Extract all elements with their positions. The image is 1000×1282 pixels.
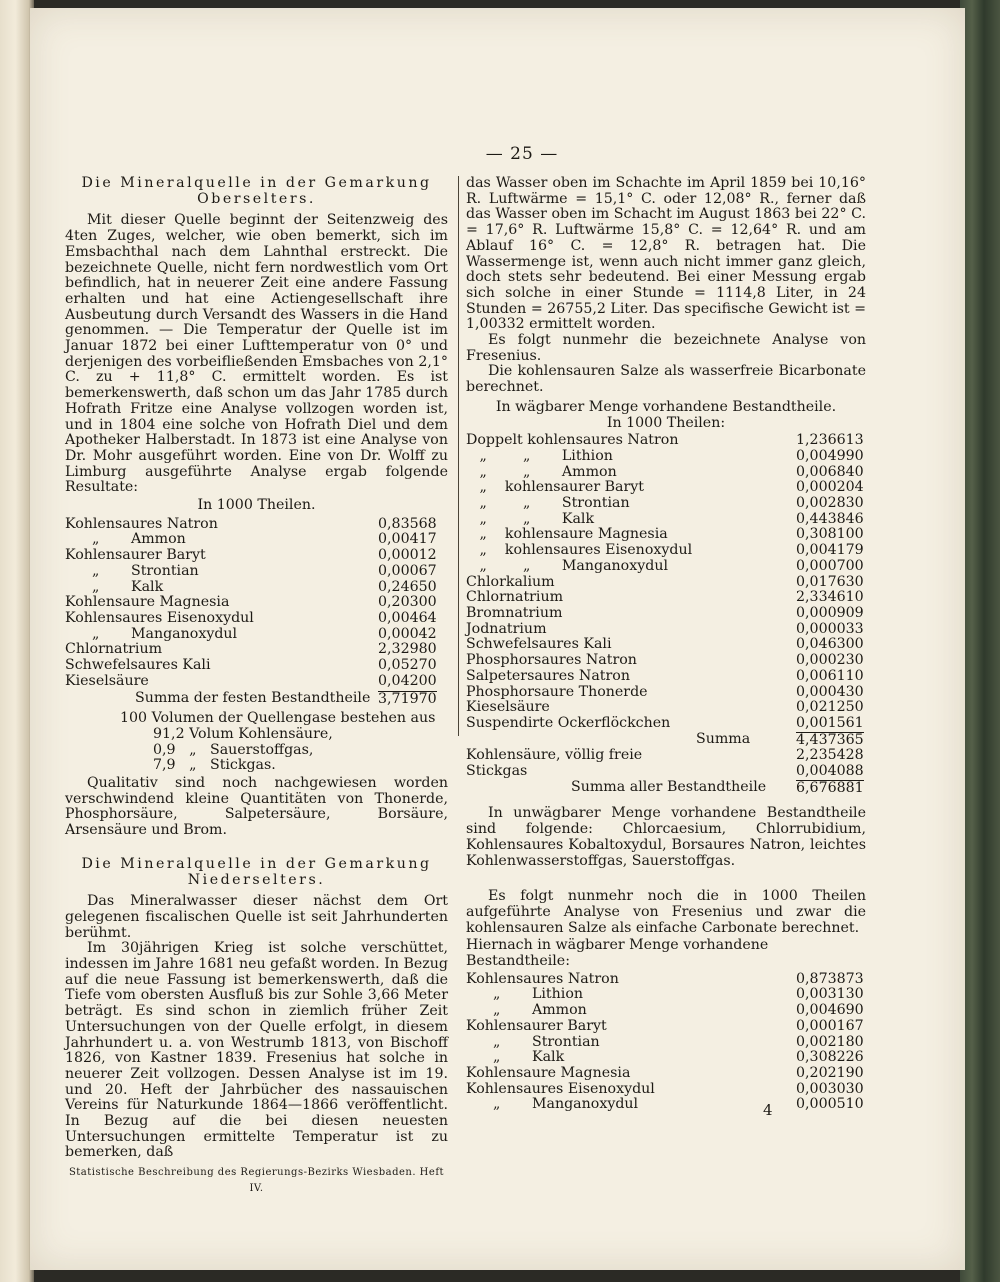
- book-binding-right: [960, 0, 1000, 1282]
- signature-mark: 4: [763, 1101, 773, 1119]
- row-value: 0,000430: [796, 683, 864, 700]
- row-label: Stickgas: [466, 763, 528, 780]
- row-label: „ „ Manganoxydul: [466, 557, 668, 574]
- summa-label: Summa der festen Bestandtheile: [135, 689, 371, 706]
- table-row: [65, 611, 448, 627]
- row-label: Kohlensaures Natron: [65, 515, 218, 532]
- row-label: „ Kalk: [466, 1049, 565, 1066]
- row-label: Kohlensaures Eisenoxydul: [466, 1080, 655, 1097]
- gas-item: 7,9 „ Stickgas.: [153, 757, 276, 774]
- row-label: Kohlensaure Magnesia: [65, 594, 230, 611]
- paragraph: Qualitativ sind noch nachgewiesen worden verschwindend kleine Quantitäten von Thonerde, Phosphorsäure, Salpetersäure, Borsäure, Arsensäure und Brom.: [65, 775, 448, 839]
- row-label: Phosphorsaure Thonerde: [466, 683, 648, 700]
- paragraph: Im 30jährigen Krieg ist solche verschüttet, indessen im Jahre 1681 neu gefaßt worden. In Bezug auf die neue Fassung ist bemerkenswerth, daß die Tiefe vom obersten Ausfluß bis zur Sohle 3,66 Meter beträgt. Es sind schon in ziemlich früher Zeit Untersuchungen von der Quelle erfolgt, in diesem Jahrhundert u. a. von Westrumb 1813, von Bischoff 1826, von Kastner 1839. Fresenius hat solche in neuerer Zeit vollzogen. Dessen Analyse ist im 19. und 20. Heft der Jahrbücher des nassauischen Vereins für Naturkunde 1864—1866 veröffentlicht. In Bezug auf die bei diesen neuesten Untersuchungen ermittelte Temperatur ist zu bemerken, daß: [65, 940, 448, 1161]
- row-label: „ „ Lithion: [466, 447, 613, 464]
- section-heading-oberselters: Die Mineralquelle in der Gemarkung Oberselters.: [81, 175, 432, 207]
- table-row: [466, 1097, 866, 1113]
- left-column: [65, 176, 448, 1207]
- row-value: 0,308226: [796, 1049, 864, 1066]
- table-row: [466, 590, 866, 606]
- row-value: 0,308100: [796, 526, 864, 543]
- table-row: [466, 764, 866, 780]
- section-heading-niederselters: Die Mineralquelle in der Gemarkung Niederselters.: [81, 855, 432, 888]
- gas-item: 0,9 „ Sauerstoffgas,: [153, 741, 314, 758]
- row-label: „ kohlensaurer Baryt: [466, 479, 644, 496]
- gas-intro: 100 Volumen der Quellengase bestehen aus: [120, 710, 436, 727]
- row-value: 0,000230: [796, 652, 864, 669]
- table-row: [466, 543, 866, 559]
- table-row: [65, 595, 448, 611]
- row-value: 2,235428: [796, 747, 864, 764]
- summa-label: Summa aller Bestandtheile: [571, 778, 767, 795]
- row-value: 0,046300: [796, 636, 864, 653]
- row-label: „ Ammon: [466, 1002, 587, 1019]
- paragraph: das Wasser oben im Schachte im April 1859 bei 10,16° R. Luftwärme = 15,1° C. oder 12,08° R., ferner daß das Wasser oben im Schacht im August 1863 bei 22° C. = 17,6° R. Luftwärme 15,8° C. = 12,64° R. und am Ablauf 16° C. = 12,8° R. betragen hat. Die Wassermenge ist, wenn auch nicht immer ganz gleich, doch stets sehr bedeutend. Bei einer Messung ergab sich solche in einer Stunde = 1114,8 Liter, in 24 Stunden = 26755,2 Liter. Das specifische Gewicht ist = 1,00332 ermittelt worden.: [466, 175, 866, 333]
- row-value: 0,004690: [796, 1002, 864, 1019]
- gas-item: 91,2 Volum Kohlensäure,: [153, 725, 333, 742]
- row-label: „ „ Ammon: [466, 463, 617, 480]
- row-value: 0,24650: [378, 578, 437, 595]
- summa-row: [65, 691, 448, 708]
- row-label: Schwefelsaures Kali: [466, 636, 612, 653]
- row-label: „ kohlensaure Magnesia: [466, 526, 668, 543]
- table-row: [65, 674, 448, 690]
- table-row: [466, 685, 866, 701]
- row-label: „ kohlensaures Eisenoxydul: [466, 542, 693, 559]
- table-row: [466, 669, 866, 685]
- row-value: 0,443846: [796, 510, 864, 527]
- paragraph: Mit dieser Quelle beginnt der Seitenzweig des 4ten Zuges, welcher, wie oben bemerkt, sich im Emsbachthal nach dem Lahnthal erstreckt. Die bezeichnete Quelle, nicht fern nordwestlich vom Ort befindlich, hat in neuerer Zeit eine andere Fassung erhalten und hat eine Actiengesellschaft ihre Ausbeutung durch Versandt des Wassers in die Hand genommen. — Die Temperatur der Quelle ist im Januar 1872 bei einer Lufttemperatur von 0° und derjenigen des vorbeifließenden Emsbaches von 2,1° C. zu + 11,8° C. ermittelt worden. Es ist bemerkenswerth, daß schon um das Jahr 1785 durch Hofrath Fritze eine Analyse vollzogen worden ist, und in 1804 eine solche von Hofrath Diel und dem Apotheker Halberstadt. In 1873 ist eine Analyse von Dr. Mohr ausgeführt worden. Eine von Dr. Wolff zu Limburg ausgeführte Analyse ergab folgende Resultate:: [65, 212, 448, 496]
- row-value: 0,04200: [378, 672, 437, 689]
- row-label: „ „ Kalk: [466, 510, 595, 527]
- row-value: 0,000033: [796, 620, 864, 637]
- table-row: [65, 548, 448, 564]
- book-binding-left: [0, 0, 34, 1282]
- analysis-table-carbonate: [466, 972, 866, 1113]
- table-row: [466, 653, 866, 669]
- table-row: [466, 512, 866, 528]
- row-label: „ Kalk: [65, 578, 164, 595]
- row-value: 0,05270: [378, 657, 437, 674]
- analysis-table-oberselters: [65, 517, 448, 690]
- table-row: [466, 606, 866, 622]
- row-label: Phosphorsaures Natron: [466, 652, 637, 669]
- table-row: [65, 627, 448, 643]
- row-value: 0,003030: [796, 1080, 864, 1097]
- row-value: 0,004088: [796, 763, 864, 780]
- row-label: Salpetersaures Natron: [466, 667, 630, 684]
- table-row: [466, 987, 866, 1003]
- row-label: Doppelt kohlensaures Natron: [466, 432, 679, 449]
- row-label: Kieselsäure: [466, 699, 550, 716]
- row-label: Kohlensaurer Baryt: [466, 1017, 607, 1034]
- row-label: Bromnatrium: [466, 604, 563, 621]
- table-row: [466, 972, 866, 988]
- row-value: 0,000167: [796, 1017, 864, 1034]
- table-row: [466, 716, 866, 732]
- table-row: [466, 1066, 866, 1082]
- table-row: [466, 1035, 866, 1051]
- summa-value: 3,71970: [378, 690, 437, 707]
- table-row: [65, 532, 448, 548]
- row-value: 2,334610: [796, 589, 864, 606]
- row-label: Kieselsäure: [65, 672, 149, 689]
- paragraph: Das Mineralwasser dieser nächst dem Ort gelegenen fiscalischen Quelle ist seit Jahrhunderten berühmt.: [65, 893, 448, 941]
- table-row: [466, 527, 866, 543]
- paragraph: Es folgt nunmehr noch die in 1000 Theilen aufgeführte Analyse von Fresenius und zwar die kohlensauren Salze als einfache Carbonate berechnet.: [466, 888, 866, 936]
- row-value: 0,006110: [796, 667, 864, 684]
- row-label: „ Strontian: [466, 1033, 600, 1050]
- row-label: „ Manganoxydul: [65, 625, 238, 642]
- paragraph: In unwägbarer Menge vorhandene Bestandtheile sind folgende: Chlorcaesium, Chlorrubidium, Kohlensaures Kobaltoxydul, Borsaures Natron, leichtes Kohlenwasserstoffgas, Sauerstoffgas.: [466, 805, 866, 869]
- table-subtitle: In 1000 Theilen:: [606, 414, 726, 431]
- table-row: [466, 575, 866, 591]
- table-row: [65, 642, 448, 658]
- row-label: „ Manganoxydul: [466, 1096, 639, 1113]
- row-label: Jodnatrium: [466, 620, 547, 637]
- row-value: 0,006840: [796, 463, 864, 480]
- row-label: Kohlensäure, völlig freie: [466, 747, 643, 764]
- right-column: [458, 176, 866, 1113]
- row-label: „ „ Strontian: [466, 495, 630, 512]
- table-row: [466, 559, 866, 575]
- summa-value: 6,676881: [796, 779, 864, 796]
- table-row: [65, 564, 448, 580]
- table-row: [466, 480, 866, 496]
- table-row: [65, 658, 448, 674]
- row-value: 0,000700: [796, 557, 864, 574]
- row-label: Chlorkalium: [466, 573, 555, 590]
- summa-row: [466, 780, 866, 797]
- table-row: [466, 622, 866, 638]
- table-row: [466, 700, 866, 716]
- row-value: 0,00464: [378, 609, 437, 626]
- row-value: 0,002180: [796, 1033, 864, 1050]
- table-row: [466, 496, 866, 512]
- row-value: 0,202190: [796, 1064, 864, 1081]
- row-value: 0,00042: [378, 625, 437, 642]
- summa-row: [466, 732, 866, 749]
- row-value: 0,00067: [378, 562, 437, 579]
- row-value: 0,20300: [378, 594, 437, 611]
- table-row: [466, 637, 866, 653]
- row-value: 0,83568: [378, 515, 437, 532]
- page-number: — 25 —: [485, 144, 559, 164]
- row-value: 0,002830: [796, 495, 864, 512]
- paragraph: Die kohlensauren Salze als wasserfreie Bicarbonate berechnet.: [466, 363, 866, 396]
- row-label: „ Strontian: [65, 562, 199, 579]
- table-row: [466, 1050, 866, 1066]
- summa-label: Summa: [696, 730, 751, 747]
- row-value: 0,003130: [796, 986, 864, 1003]
- row-value: 0,021250: [796, 699, 864, 716]
- table-row: [466, 1019, 866, 1035]
- gas-list: [153, 727, 448, 774]
- table-row: [65, 517, 448, 533]
- row-value: 0,004179: [796, 542, 864, 559]
- summa-value: 4,437365: [796, 731, 864, 748]
- book-page: [30, 8, 965, 1270]
- row-value: 0,00012: [378, 547, 437, 564]
- table-row: [466, 449, 866, 465]
- row-label: Chlornatrium: [65, 641, 163, 658]
- row-value: 0,000204: [796, 479, 864, 496]
- table-row: [65, 580, 448, 596]
- row-label: Schwefelsaures Kali: [65, 657, 211, 674]
- row-label: Suspendirte Ockerflöckchen: [466, 714, 671, 731]
- row-value: 1,236613: [796, 432, 864, 449]
- table-title: Hiernach in wägbarer Menge vorhandene Bestandtheile:: [466, 937, 769, 970]
- row-value: 0,873873: [796, 970, 864, 987]
- analysis-table-bicarbonate: [466, 433, 866, 731]
- row-label: „ Ammon: [65, 531, 186, 548]
- row-label: „ Lithion: [466, 986, 583, 1003]
- row-value: 0,017630: [796, 573, 864, 590]
- table-row: [466, 1082, 866, 1098]
- table-title: In 1000 Theilen.: [197, 497, 316, 514]
- row-value: 0,000510: [796, 1096, 864, 1113]
- row-value: 0,001561: [796, 714, 864, 731]
- row-value: 0,000909: [796, 604, 864, 621]
- table-row: [466, 748, 866, 764]
- table-row: [466, 465, 866, 481]
- row-label: Kohlensaurer Baryt: [65, 547, 206, 564]
- table-title: In wägbarer Menge vorhandene Bestandtheile.: [495, 398, 837, 415]
- row-value: 2,32980: [378, 641, 437, 658]
- footer-note: Statistische Beschreibung des Regierungs-Bezirks Wiesbaden. Heft IV.: [68, 1167, 445, 1194]
- row-value: 0,004990: [796, 447, 864, 464]
- paragraph: Es folgt nunmehr die bezeichnete Analyse von Fresenius.: [466, 332, 866, 364]
- row-value: 0,00417: [378, 531, 437, 548]
- row-label: Kohlensaures Eisenoxydul: [65, 609, 254, 626]
- table-row: [466, 1003, 866, 1019]
- extra-table: [466, 748, 866, 779]
- row-label: Chlornatrium: [466, 589, 564, 606]
- row-label: Kohlensaures Natron: [466, 970, 619, 987]
- table-row: [466, 433, 866, 449]
- row-label: Kohlensaure Magnesia: [466, 1064, 631, 1081]
